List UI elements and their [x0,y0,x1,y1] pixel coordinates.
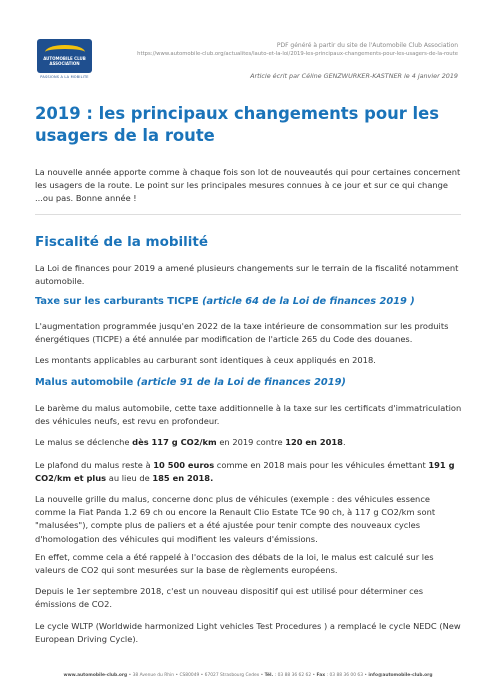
pdf-note: PDF généré à partir du site de l'Automobile Club Association [276,42,458,49]
bold-text: 191 g CO2/km et plus [35,460,455,484]
footer-separator: • [363,673,369,678]
malus-paragraph-3 [35,459,463,485]
footer-tel-label: Tél. [264,673,275,678]
text-run: en 2019 contre [216,437,286,447]
text-run: Le plafond du malus reste à [35,460,154,470]
automobile-club-logo [37,39,92,89]
section-paragraph: La Loi de finances pour 2019 a amené plusieurs changements sur le terrain de la fiscalité notamment automobile. [35,263,459,287]
logo-tagline: PASSIONS A LA MOBILITE [40,75,89,79]
ticpe-paragraph-1: L'augmentation programmée jusqu'en 2022 de la taxe intérieure de consommation sur les produits énergétiques (TICPE) a été annulée par modification de l'article 265 du Code des douanes. [35,321,449,345]
subsection-title-malus [35,376,346,389]
subsection-reference: (article 64 de la Loi de finances 2019 ) [202,296,415,307]
subsection-reference: (article 91 de la Loi de finances 2019) [136,377,346,388]
divider [35,214,461,215]
footer-fax: : 03 88 36 00 63 [326,673,364,678]
text-run: Le malus se déclenche [35,437,133,447]
section-title-fiscalite: Fiscalité de la mobilité [35,234,209,250]
bold-text: 185 en 2018. [152,473,214,484]
logo-line1: AUTOMOBILE CLUB [43,56,86,61]
text-run: . [342,437,346,447]
footer-fax-label: Fax [316,673,327,678]
footer-email-link[interactable]: info@automobile-club.org [368,673,433,678]
footer-tel: : 03 88 36 62 62 [274,673,312,678]
text-run: comme en 2018 mais pour les véhicules émettant [214,460,429,470]
text-run: au lieu de [106,473,153,484]
footer-site-link[interactable]: www.automobile-club.org [63,673,128,678]
source-url[interactable]: https://www.automobile-club.org/actualites/lauto-et-la-loi/2019-les-principaux-changements-pour-les-usagers-de-la-route [137,51,458,57]
subsection-title-text: Taxe sur les carburants TICPE [35,296,203,307]
page-title: 2019 : les principaux changements pour les usagers de la route [35,104,440,145]
malus-paragraph-1: Le barème du malus automobile, cette taxe additionnelle à la taxe sur les certificats d'immatriculation des véhicules neufs, est revu en profondeur. [35,403,462,427]
subsection-title-ticpe [35,295,415,308]
logo-badge [37,39,92,73]
malus-paragraph-6: Depuis le 1er septembre 2018, c'est un nouveau dispositif qui est utilisé pour déterminer ces émissions de CO2. [35,586,424,610]
logo-text [37,56,92,66]
intro-paragraph: La nouvelle année apporte comme à chaque fois son lot de nouveautés qui pour certaines concernent les usagers de la route. Le point sur les principales mesures connues à ce jour et sur ce qui change ...ou pas. Bonne année ! [35,167,461,204]
bold-text: dès 117 g CO2/km [132,437,217,447]
logo-line2: ASSOCIATION [49,61,80,66]
malus-paragraph-4: La nouvelle grille du malus, concerne donc plus de véhicules (exemple : des véhicules essence comme la Fiat Panda 1.2 69 ch ou encore la Renault Clio Estate TCe 90 ch, à 117 g CO2/km sont "malusées"), compte plus de paliers et a été ajustée pour tenir compte des nouveaux cycles d'homologation des véhicules qui modifient les valeurs d'émissions. [35,494,436,544]
malus-paragraph-7: Le cycle WLTP (Worldwide harmonized Light vehicles Test Procedures ) a remplacé le cycle NEDC (New European Driving Cycle). [35,621,461,645]
header-meta [137,41,458,59]
footer-address: • 38 Avenue du Rhin • CS80049 • 67027 Strasbourg Cedex • [127,673,265,678]
author-line: Article écrit par Céline GENZWURKER-KASTNER le 4 janvier 2019 [250,72,458,80]
bold-text: 10 500 euros [153,460,215,470]
ticpe-paragraph-2: Les montants applicables au carburant sont identiques à ceux appliqués en 2018. [35,355,376,365]
subsection-title-text: Malus automobile [35,377,137,388]
bold-text: 120 en 2018 [285,437,343,447]
footer-separator: • [311,673,317,678]
page-footer [35,673,461,678]
malus-paragraph-5: En effet, comme cela a été rappelé à l'occasion des débats de la loi, le malus est calculé sur les valeurs de CO2 qui sont mesurées sur la base de règlements européens. [35,552,434,576]
malus-paragraph-2 [35,436,463,449]
